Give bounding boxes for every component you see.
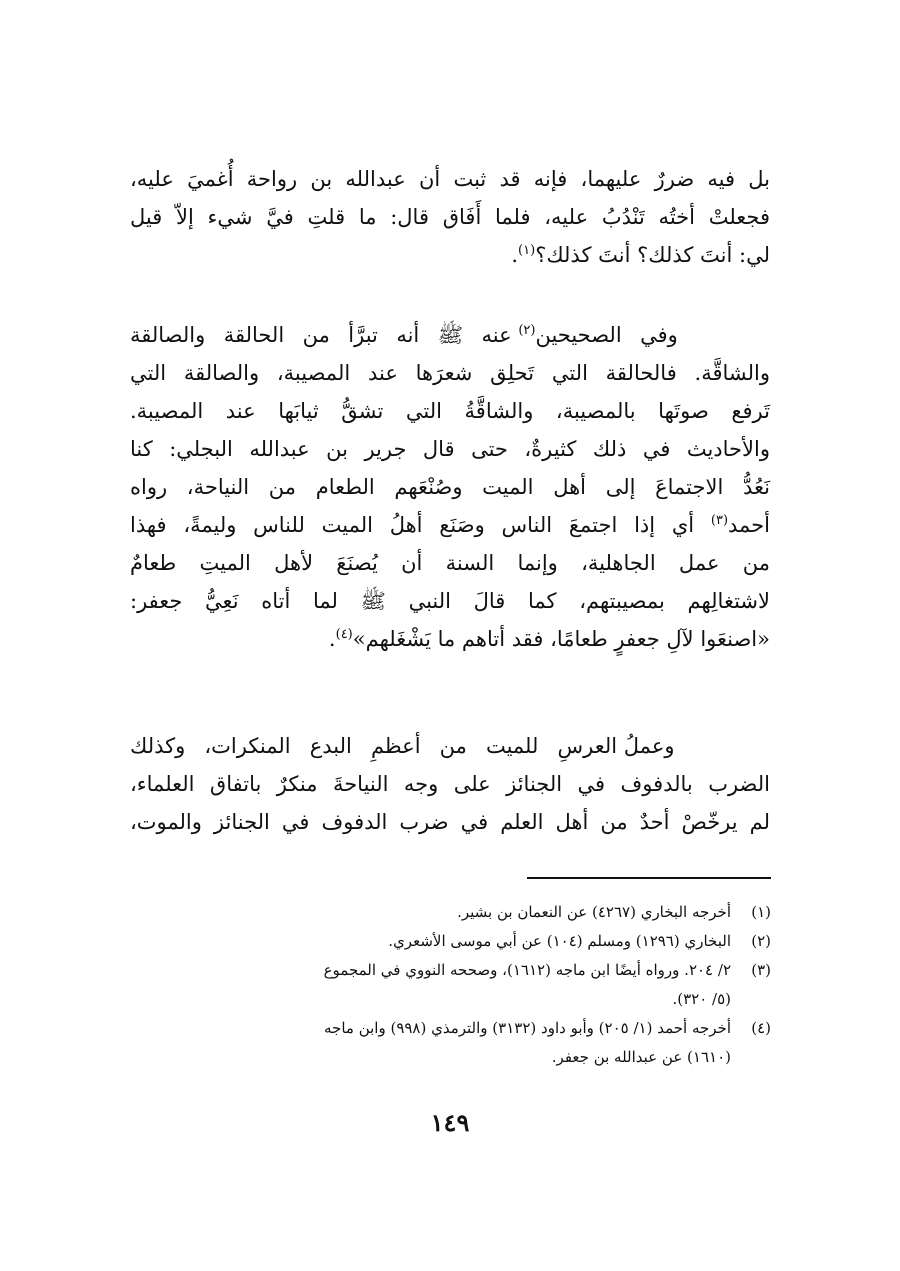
footnote-text: (١٦١٠) عن عبدالله بن جعفر. — [551, 1048, 731, 1066]
footnotes-list — [130, 898, 771, 1072]
footnote-item — [130, 927, 771, 956]
footnote-marker-2[interactable]: (٢) — [518, 323, 536, 338]
footnote-text: البخاري (١٢٩٦) ومسلم (١٠٤) عن أبي موسى الأشعري. — [388, 932, 731, 950]
text-line: وعملُ العرسِ للميت من أعظمِ البدع المنكرات، وكذلك — [130, 734, 675, 758]
text-line: وفي الصحيحين$^{(٢)}$ عنه ﷺ أنه تبرَّأ من الحالقة والصالقة — [130, 323, 678, 347]
text-line: نَعُدُّ الاجتماعَ إلى أهل الميت وصُنْعَهم الطعام من النياحة، رواه — [130, 475, 770, 499]
footnote-marker-4[interactable]: (٤) — [335, 627, 353, 642]
text-line: فجعلتْ أختُه تَنْدُبُ عليه، فلما أَفَاق قال: ما قلتِ فيَّ شيء إلاّ قيل — [130, 205, 770, 229]
footnote-marker-1[interactable]: (١) — [518, 243, 536, 258]
footnote-text: أخرجه أحمد (١/ ٢٠٥) وأبو داود (٣١٣٢) والترمذي (٩٩٨) وابن ماجه — [324, 1019, 731, 1037]
text-line: لي: أنتَ كذلك؟ أنتَ كذلك؟$^{(١)}$. — [511, 243, 770, 267]
footnote-text: أخرجه البخاري (٤٢٦٧) عن النعمان بن بشير. — [457, 903, 731, 921]
footnote-number: (٤) — [751, 1019, 771, 1037]
footnote-number: (٣) — [751, 961, 771, 979]
footnote-item — [130, 898, 771, 927]
body-paragraph-2 — [130, 316, 770, 658]
footnote-item — [130, 956, 771, 1014]
footnote-text: (٥/ ٣٢٠). — [672, 990, 731, 1008]
text-line: أحمد$^{(٣)}$ أي إذا اجتمعَ الناس وصَنَع أهلُ الميت للناس وليمةً، فهذا — [130, 513, 770, 537]
page-number: ١٤٩ — [430, 1108, 470, 1137]
text-line: والأحاديث في ذلك كثيرةٌ، حتى قال جرير بن عبدالله البجلي: كنا — [130, 437, 770, 461]
footnote-separator — [527, 877, 771, 879]
footnote-number: (١) — [751, 903, 771, 921]
footnote-item — [130, 1014, 771, 1072]
body-paragraph-3 — [130, 727, 770, 841]
text-line: لم يرخّصْ أحدٌ من أهل العلم في ضرب الدفوف في الجنائز والموت، — [130, 810, 770, 834]
footnote-marker-3[interactable]: (٣) — [710, 513, 729, 528]
text-line: تَرفع صوتَها بالمصيبة، والشاقَّةُ التي تشقُّ ثيابَها عند المصيبة. — [130, 399, 770, 423]
text-line: والشاقَّة. فالحالقة التي تَحلِق شعرَها عند المصيبة، والصالقة التي — [130, 361, 770, 385]
text-line: «اصنعَوا لآلِ جعفرٍ طعامًا، فقد أتاهم ما يَشْغَلهم»$^{(٤)}$. — [328, 627, 770, 651]
body-paragraph-1 — [130, 160, 770, 274]
text-line: من عمل الجاهلية، وإنما السنة أن يُصنَعَ لأهل الميتِ طعامٌ — [130, 551, 770, 575]
text-line: الضرب بالدفوف في الجنائز على وجه النياحةَ منكرٌ باتفاق العلماء، — [130, 772, 770, 796]
footnote-text: ٢/ ٢٠٤. ورواه أيضًا ابن ماجه (١٦١٢)، وصححه النووي في المجموع — [323, 961, 731, 979]
text-line: لاشتغالِهم بمصيبتهم، كما قالَ النبي ﷺ لما أتاه نَعِيُّ جعفر: — [130, 589, 770, 613]
footnote-number: (٢) — [751, 932, 771, 950]
text-line: بل فيه ضررٌ عليهما، فإنه قد ثبت أن عبدالله بن رواحة أُغميَ عليه، — [130, 167, 770, 191]
